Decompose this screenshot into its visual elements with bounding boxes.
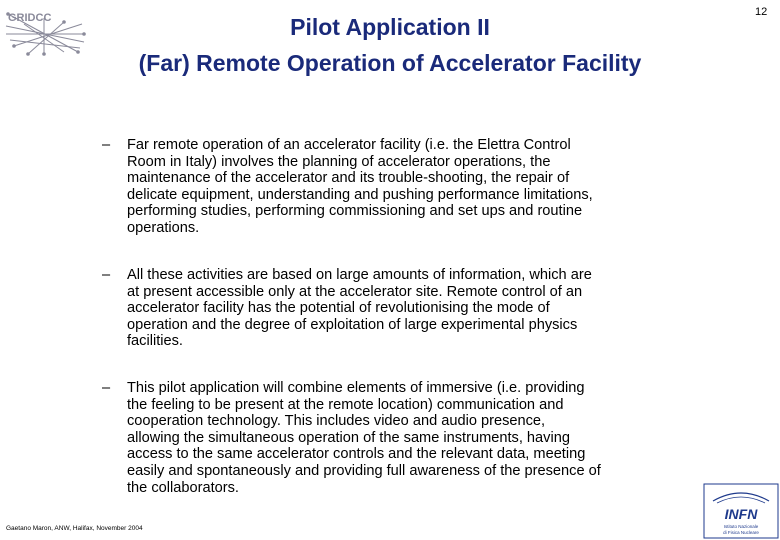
bullet-dash: – xyxy=(102,137,111,153)
footer-credit: Gaetano Maron, ANW, Halifax, November 2004 xyxy=(6,525,143,532)
infn-logo-text: INFN xyxy=(724,506,758,522)
infn-logo-subtext-2: di Fisica Nucleare xyxy=(723,530,759,535)
infn-logo-subtext-1: Istituto Nazionale xyxy=(723,524,759,529)
bullet-dash: – xyxy=(102,267,111,283)
bullet-item xyxy=(102,267,722,350)
bullet-text: This pilot application will combine elements of immersive (i.e. providing the feeling to be present at the remote location) communication and cooperation technology. This includes video and audio presence, allowing the simultaneous operation of the same instruments, having access to the same accelerator controls and the relevant data, meeting easily and spontaneously and providing full awareness of the presence of the collaborators. xyxy=(127,380,601,496)
gridcc-logo-text: GRIDCC xyxy=(8,12,52,24)
bullet-dash: – xyxy=(102,380,111,396)
page-number: 12 xyxy=(755,6,768,18)
bullet-text: Far remote operation of an accelerator facility (i.e. the Elettra Control Room in Italy) involves the planning of accelerator operations, the maintenance of the accelerator and its trouble-shooting, the repair of delicate equipment, understanding and pushing performance limitations, performing studies, performing commissioning and set ups and routine operations. xyxy=(127,137,593,236)
gridcc-logo xyxy=(4,6,86,58)
bullet-item xyxy=(102,380,722,496)
bullet-item xyxy=(102,137,722,237)
infn-logo xyxy=(703,483,779,539)
slide-title: Pilot Application II xyxy=(290,14,490,40)
bullet-text: All these activities are based on large amounts of information, which are at present accessible only at the accelerator site. Remote control of an accelerator facility has the potential of revolutionising the mode of operation and the degree of exploitation of large experimental physics facilities. xyxy=(127,267,592,350)
slide-subtitle: (Far) Remote Operation of Accelerator Facility xyxy=(138,50,642,76)
